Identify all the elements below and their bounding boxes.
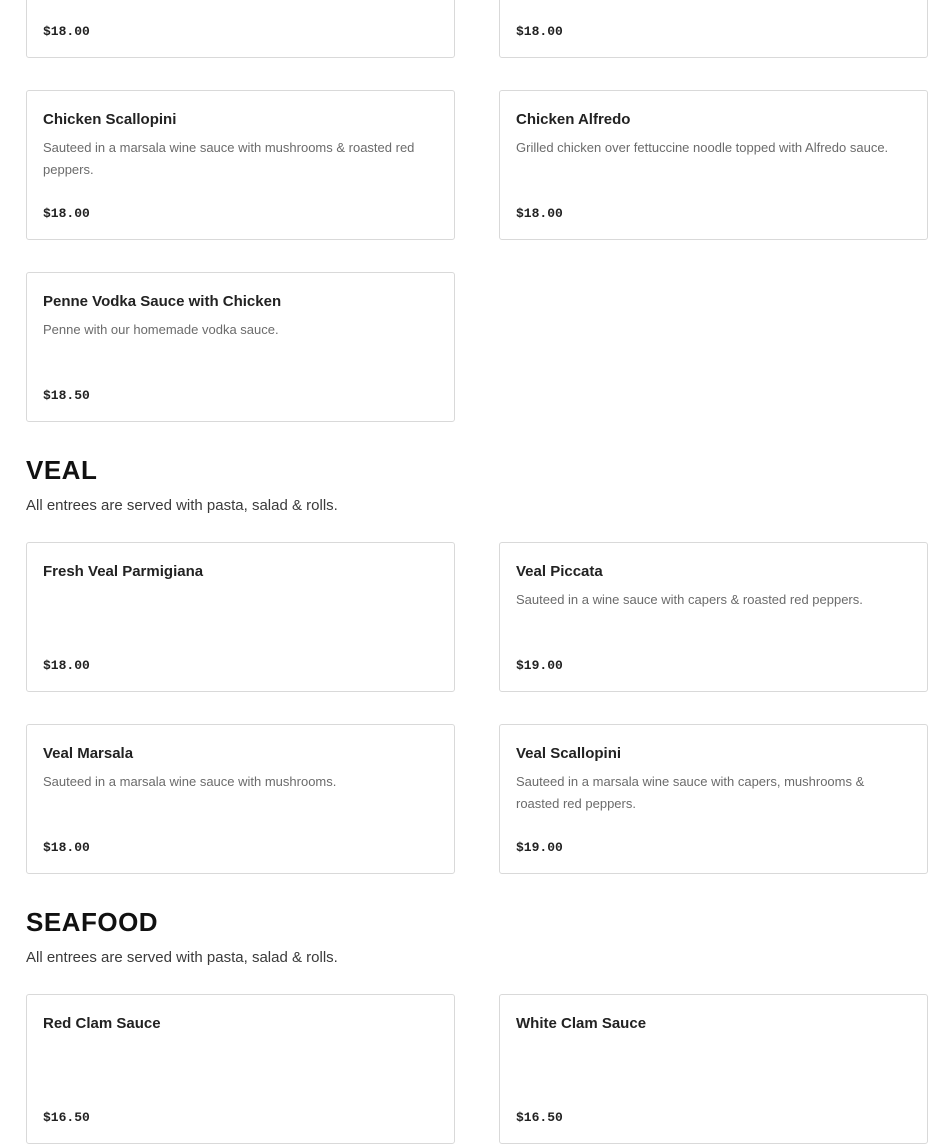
menu-item-veal-scallopini[interactable]: [499, 724, 928, 874]
menu-item-card[interactable]: [499, 0, 928, 58]
menu-item-price: $16.50: [516, 1110, 563, 1125]
menu-item-name: Veal Marsala: [43, 745, 134, 762]
menu-item-veal-parmigiana[interactable]: [26, 542, 455, 692]
menu-item-name: Penne Vodka Sauce with Chicken: [43, 293, 282, 310]
menu-item-chicken-scallopini[interactable]: [26, 90, 455, 240]
menu-item-description: Sauteed in a marsala wine sauce with mushrooms & roasted red peppers.: [43, 140, 415, 177]
menu-item-price: $18.00: [43, 206, 90, 221]
menu-item-price: $19.00: [516, 840, 563, 855]
menu-item-description: Sauteed in a marsala wine sauce with mushrooms.: [43, 774, 337, 789]
section-title-veal: VEAL: [26, 455, 98, 485]
menu-item-name: Chicken Scallopini: [43, 111, 177, 128]
menu-item-description: Grilled chicken over fettuccine noodle topped with Alfredo sauce.: [516, 140, 889, 155]
menu-item-name: Veal Piccata: [516, 563, 603, 580]
menu-item-price: $18.50: [43, 388, 90, 403]
section-title-seafood: SEAFOOD: [26, 907, 159, 937]
menu-item-price: $18.00: [43, 24, 90, 39]
menu-item-price: $18.00: [516, 24, 563, 39]
menu-item-name: White Clam Sauce: [516, 1015, 647, 1032]
menu-item-veal-piccata[interactable]: [499, 542, 928, 692]
menu-item-name: Red Clam Sauce: [43, 1015, 161, 1032]
section-subtitle-seafood: All entrees are served with pasta, salad & rolls.: [26, 949, 338, 966]
section-subtitle-veal: All entrees are served with pasta, salad & rolls.: [26, 497, 338, 514]
menu-item-name: Fresh Veal Parmigiana: [43, 563, 204, 580]
menu-item-price: $18.00: [43, 840, 90, 855]
menu-item-white-clam-sauce[interactable]: [499, 994, 928, 1144]
menu-item-red-clam-sauce[interactable]: [26, 994, 455, 1144]
menu-item-veal-marsala[interactable]: [26, 724, 455, 874]
menu-item-price: $18.00: [43, 658, 90, 673]
menu-item-name: Chicken Alfredo: [516, 111, 631, 128]
menu-item-price: $19.00: [516, 658, 563, 673]
menu-item-penne-vodka[interactable]: [26, 272, 455, 422]
menu-item-chicken-alfredo[interactable]: [499, 90, 928, 240]
menu-item-price: $16.50: [43, 1110, 90, 1125]
menu-item-description: Sauteed in a marsala wine sauce with capers, mushrooms & roasted red peppers.: [516, 774, 865, 811]
menu-item-description: Sauteed in a wine sauce with capers & roasted red peppers.: [516, 592, 863, 607]
menu-item-description: Penne with our homemade vodka sauce.: [43, 322, 279, 337]
menu-item-price: $18.00: [516, 206, 563, 221]
menu-item-name: Veal Scallopini: [516, 745, 622, 762]
menu-item-card[interactable]: [26, 0, 455, 58]
